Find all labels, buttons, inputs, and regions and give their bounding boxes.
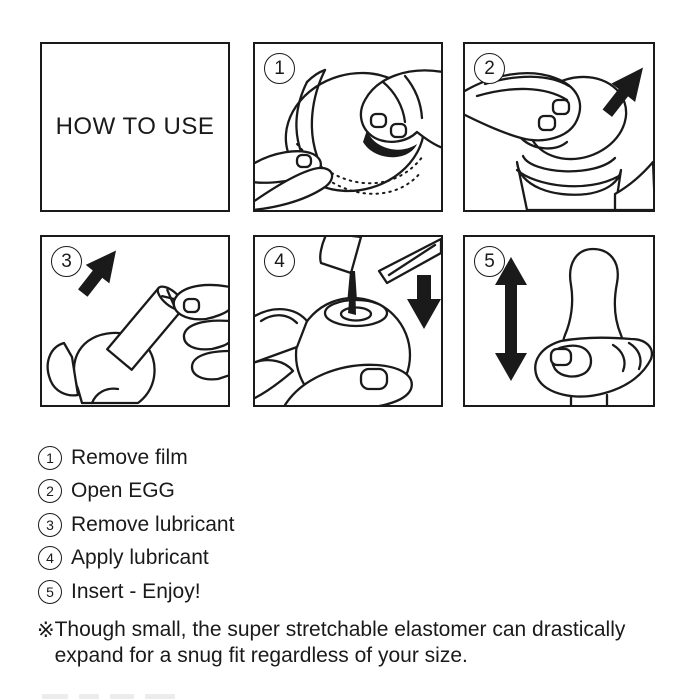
panel-step-2 bbox=[463, 42, 655, 212]
footnote bbox=[37, 617, 625, 669]
steps-list bbox=[38, 441, 234, 609]
step-badge-4: 4 bbox=[264, 246, 295, 277]
footnote-line-1: Though small, the super stretchable elastomer can drastically bbox=[54, 618, 626, 641]
step-item bbox=[38, 508, 234, 542]
step-label: Apply lubricant bbox=[71, 546, 209, 570]
step-label: Remove lubricant bbox=[71, 512, 235, 536]
step-badge-1: 1 bbox=[264, 53, 295, 84]
reference-mark-icon: ※ bbox=[37, 618, 55, 642]
circled-number-icon: 1 bbox=[38, 446, 62, 470]
circled-number-icon: 4 bbox=[38, 546, 62, 570]
panel-step-3 bbox=[40, 235, 230, 407]
step-badge-3: 3 bbox=[51, 246, 82, 277]
step-label: Insert - Enjoy! bbox=[71, 579, 201, 603]
step-label: Remove film bbox=[71, 445, 188, 469]
footnote-text bbox=[55, 617, 626, 669]
page-title: HOW TO USE bbox=[55, 113, 215, 140]
step-item bbox=[38, 441, 234, 475]
circled-number-icon: 3 bbox=[38, 513, 62, 537]
step-badge-2: 2 bbox=[474, 53, 505, 84]
panel-step-1 bbox=[253, 42, 443, 212]
step-item bbox=[38, 542, 234, 576]
up-down-arrow-icon bbox=[495, 257, 527, 381]
title-panel bbox=[40, 42, 230, 212]
step-item bbox=[38, 475, 234, 509]
circled-number-icon: 2 bbox=[38, 479, 62, 503]
step-label: Open EGG bbox=[71, 479, 175, 503]
step-badge-5: 5 bbox=[474, 246, 505, 277]
up-right-arrow-icon bbox=[71, 241, 128, 302]
panel-step-4 bbox=[253, 235, 443, 407]
footnote-line-2: expand for a snug fit regardless of your size. bbox=[54, 644, 468, 667]
step-item bbox=[38, 575, 234, 609]
cropped-footer-remnant bbox=[42, 694, 175, 699]
panel-step-5 bbox=[463, 235, 655, 407]
circled-number-icon: 5 bbox=[38, 580, 62, 604]
down-arrow-icon bbox=[407, 275, 441, 329]
